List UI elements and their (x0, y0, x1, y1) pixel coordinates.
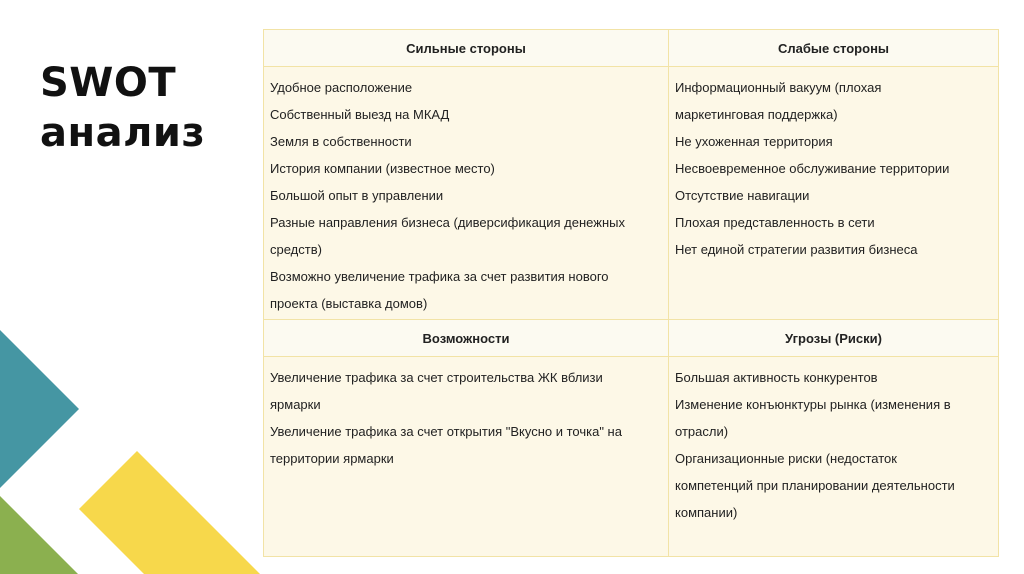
list-item: компании) (675, 505, 738, 520)
threats-header: Угрозы (Риски) (669, 320, 999, 357)
list-item: Удобное расположение (270, 80, 413, 95)
list-item: территории ярмарки (270, 451, 394, 466)
list-item: Несвоевременное обслуживание территории (675, 161, 950, 176)
list-item: компетенций при планировании деятельности (675, 478, 955, 493)
threats-cell (669, 357, 999, 557)
swot-header-row-bottom (264, 320, 999, 357)
list-item: проекта (выставка домов) (270, 296, 428, 311)
list-item: Нет единой стратегии развития бизнеса (675, 242, 918, 257)
list-item: маркетинговая поддержка) (675, 107, 838, 122)
list-item: Организационные риски (недостаток (675, 451, 897, 466)
weaknesses-header: Слабые стороны (669, 30, 999, 67)
list-item: Плохая представленность в сети (675, 215, 875, 230)
swot-body-row-bottom (264, 357, 999, 557)
list-item: Земля в собственности (270, 134, 412, 149)
yellow-band-shape (79, 451, 260, 574)
slide-title-line2: анализ (40, 110, 206, 156)
opportunities-cell (264, 357, 669, 557)
list-item: История компании (известное место) (270, 161, 495, 176)
swot-header-row-top (264, 30, 999, 67)
green-triangle-shape (0, 496, 78, 574)
strengths-header: Сильные стороны (264, 30, 669, 67)
list-item: отрасли) (675, 424, 729, 439)
list-item: Возможно увеличение трафика за счет развития нового (270, 269, 609, 284)
list-item: ярмарки (270, 397, 321, 412)
slide-title-line1: SWOT (40, 60, 177, 106)
list-item: Разные направления бизнеса (диверсификация денежных (270, 215, 625, 230)
list-item: Информационный вакуум (плохая (675, 80, 882, 95)
swot-body-row-top (264, 67, 999, 320)
list-item: Увеличение трафика за счет открытия "Вкусно и точка" на (270, 424, 622, 439)
teal-triangle-shape (0, 330, 79, 488)
list-item: Отсутствие навигации (675, 188, 810, 203)
list-item: Большой опыт в управлении (270, 188, 444, 203)
list-item: Не ухоженная территория (675, 134, 833, 149)
swot-table (263, 29, 999, 557)
list-item: Изменение конъюнктуры рынка (изменения в (675, 397, 951, 412)
list-item: Большая активность конкурентов (675, 370, 878, 385)
list-item: средств) (270, 242, 322, 257)
strengths-cell (264, 67, 669, 320)
opportunities-header: Возможности (264, 320, 669, 357)
list-item: Увеличение трафика за счет строительства ЖК вблизи (270, 370, 603, 385)
list-item: Собственный выезд на МКАД (270, 107, 450, 122)
slide-title (40, 58, 205, 158)
weaknesses-cell (669, 67, 999, 320)
